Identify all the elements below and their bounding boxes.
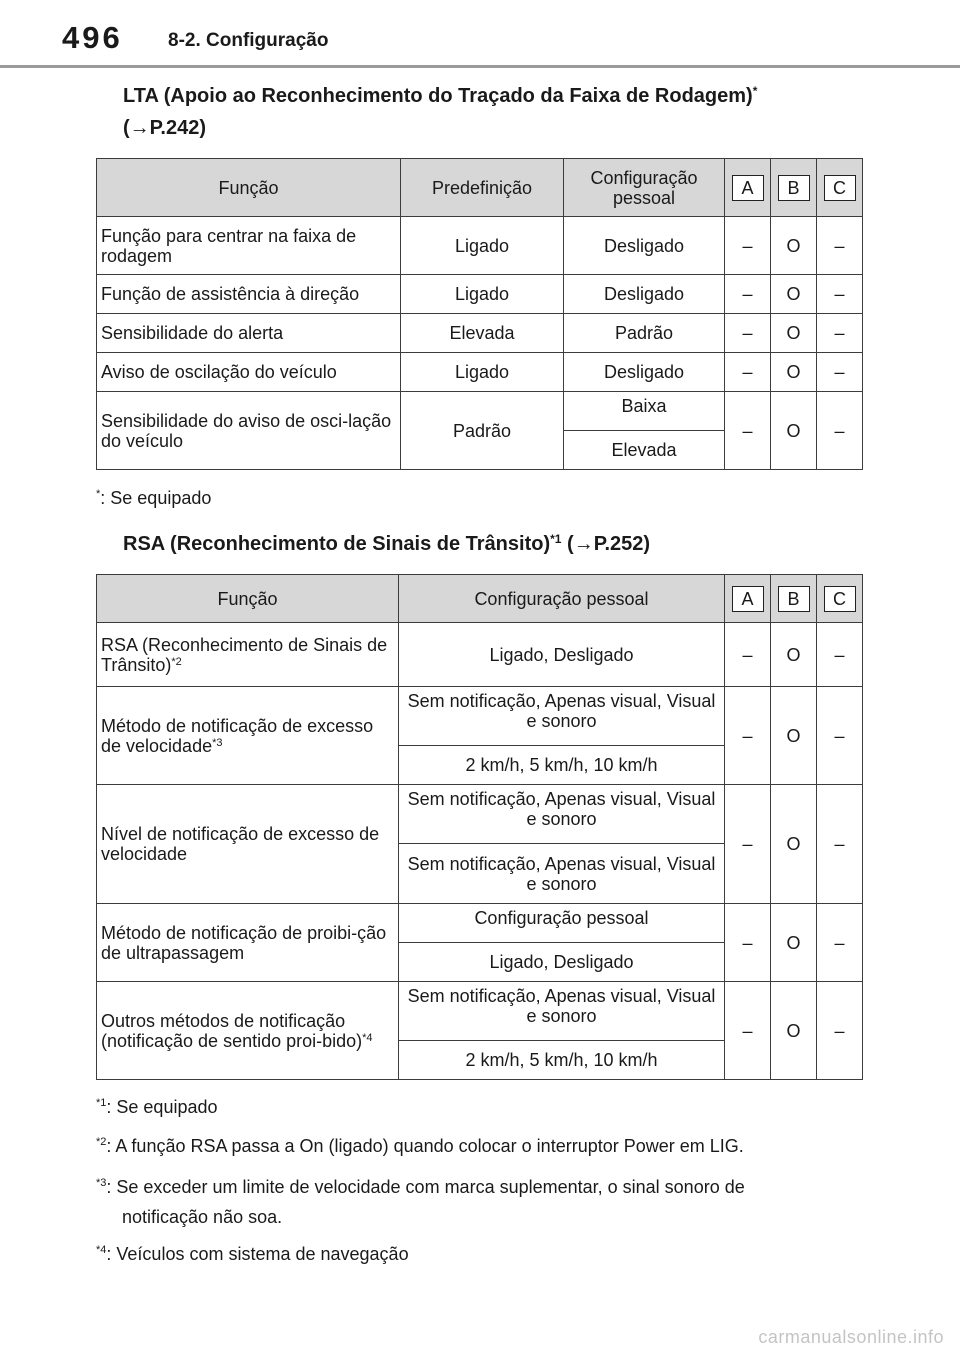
- table-row: [97, 353, 863, 392]
- function-cell: Função de assistência à direção: [97, 275, 401, 314]
- watermark: carmanualsonline.info: [758, 1327, 944, 1347]
- a-cell: –: [725, 314, 771, 353]
- footnote-ref: *4: [362, 1031, 373, 1044]
- lta-heading: [123, 80, 757, 144]
- custom-cell: Ligado, Desligado: [399, 623, 725, 687]
- custom-cell: Desligado: [564, 353, 725, 392]
- function-cell: [97, 982, 399, 1080]
- table-row: [97, 904, 863, 943]
- function-cell: [97, 623, 399, 687]
- lta-table: [96, 158, 863, 470]
- function-text: Outros métodos de notificação (notificação de sentido proi-bido): [101, 1010, 363, 1051]
- custom-cell: Sem notificação, Apenas visual, Visual e sonoro: [399, 785, 725, 844]
- c-cell: –: [817, 904, 863, 982]
- custom-cell: Desligado: [564, 217, 725, 275]
- custom-cell: Elevada: [564, 431, 725, 470]
- c-cell: –: [817, 314, 863, 353]
- rsa-footnote-4: [96, 1239, 409, 1269]
- table-row: [97, 687, 863, 746]
- custom-cell: Desligado: [564, 275, 725, 314]
- rsa-table: [96, 574, 863, 1080]
- custom-cell: Sem notificação, Apenas visual, Visual e sonoro: [399, 687, 725, 746]
- a-cell: –: [725, 623, 771, 687]
- custom-cell: 2 km/h, 5 km/h, 10 km/h: [399, 1041, 725, 1080]
- table-row: [97, 314, 863, 353]
- c-cell: –: [817, 392, 863, 470]
- b-cell: O: [771, 275, 817, 314]
- footnote-text: : Se equipado: [100, 488, 212, 508]
- column-header-b: [771, 575, 817, 623]
- c-cell: –: [817, 982, 863, 1080]
- custom-cell: Sem notificação, Apenas visual, Visual e sonoro: [399, 982, 725, 1041]
- function-cell: Função para centrar na faixa de rodagem: [97, 217, 401, 275]
- b-cell: O: [771, 353, 817, 392]
- footnote-text: : Veículos com sistema de navegação: [106, 1244, 409, 1264]
- footnote-mark: *: [96, 488, 101, 500]
- table-header-row: [97, 159, 863, 217]
- table-row: [97, 982, 863, 1041]
- column-header: Função: [97, 575, 399, 623]
- a-cell: –: [725, 687, 771, 785]
- letter-box: A: [732, 586, 764, 612]
- lta-title: LTA (Apoio ao Reconhecimento do Traçado da Faixa de Rodagem): [123, 85, 753, 107]
- a-cell: –: [725, 353, 771, 392]
- letter-box: A: [732, 175, 764, 201]
- function-cell: Aviso de oscilação do veículo: [97, 353, 401, 392]
- rsa-reference: (→P.252): [567, 533, 651, 555]
- table-row: [97, 275, 863, 314]
- function-text: RSA (Reconhecimento de Sinais de Trânsito): [101, 634, 388, 675]
- lta-reference: (→P.242): [123, 117, 207, 139]
- c-cell: –: [817, 785, 863, 904]
- page-number: 496: [62, 20, 123, 55]
- b-cell: O: [771, 904, 817, 982]
- default-cell: Ligado: [401, 217, 564, 275]
- custom-cell: Padrão: [564, 314, 725, 353]
- function-cell: Sensibilidade do alerta: [97, 314, 401, 353]
- footnote-mark: *1: [96, 1097, 107, 1109]
- column-header: Predefinição: [401, 159, 564, 217]
- b-cell: O: [771, 785, 817, 904]
- default-cell: Ligado: [401, 353, 564, 392]
- table-row: [97, 623, 863, 687]
- a-cell: –: [725, 275, 771, 314]
- default-cell: Padrão: [401, 392, 564, 470]
- a-cell: –: [725, 982, 771, 1080]
- footnote-mark: *3: [96, 1177, 107, 1189]
- b-cell: O: [771, 623, 817, 687]
- c-cell: –: [817, 623, 863, 687]
- b-cell: O: [771, 314, 817, 353]
- column-header: Configuração pessoal: [564, 159, 725, 217]
- letter-box: C: [824, 586, 856, 612]
- a-cell: –: [725, 904, 771, 982]
- function-text: Método de notificação de excesso de velocidade: [101, 715, 374, 756]
- lta-footnote: [96, 483, 211, 513]
- column-header-a: [725, 575, 771, 623]
- rsa-title: RSA (Reconhecimento de Sinais de Trânsito): [123, 533, 551, 555]
- column-header-b: [771, 159, 817, 217]
- c-cell: –: [817, 217, 863, 275]
- letter-box: C: [824, 175, 856, 201]
- lta-title-mark: *: [752, 84, 758, 98]
- letter-box: B: [778, 175, 810, 201]
- default-cell: Elevada: [401, 314, 564, 353]
- rsa-footnote-3: [96, 1172, 745, 1232]
- custom-cell: Baixa: [564, 392, 725, 431]
- custom-cell: 2 km/h, 5 km/h, 10 km/h: [399, 746, 725, 785]
- header-divider: [0, 65, 960, 68]
- table-row: [97, 217, 863, 275]
- rsa-heading: [123, 528, 650, 560]
- custom-cell: Ligado, Desligado: [399, 943, 725, 982]
- column-header-c: [817, 159, 863, 217]
- footnote-text: : A função RSA passa a On (ligado) quando colocar o interruptor Power em LIG.: [106, 1136, 744, 1156]
- footnote-mark: *4: [96, 1244, 107, 1256]
- c-cell: –: [817, 275, 863, 314]
- function-cell: Método de notificação de proibi-ção de ultrapassagem: [97, 904, 399, 982]
- table-header-row: [97, 575, 863, 623]
- table-row: [97, 785, 863, 844]
- default-cell: Ligado: [401, 275, 564, 314]
- c-cell: –: [817, 353, 863, 392]
- b-cell: O: [771, 217, 817, 275]
- column-header-a: [725, 159, 771, 217]
- footnote-ref: *3: [212, 736, 223, 749]
- b-cell: O: [771, 687, 817, 785]
- b-cell: O: [771, 982, 817, 1080]
- custom-cell: Sem notificação, Apenas visual, Visual e sonoro: [399, 844, 725, 904]
- function-cell: Sensibilidade do aviso de osci-lação do veículo: [97, 392, 401, 470]
- rsa-footnote-1: [96, 1092, 218, 1122]
- function-cell: Nível de notificação de excesso de velocidade: [97, 785, 399, 904]
- a-cell: –: [725, 785, 771, 904]
- footnote-text: : Se exceder um limite de velocidade com marca suplementar, o sinal sonoro de: [106, 1177, 745, 1197]
- table-row: [97, 392, 863, 431]
- section-title: 8-2. Configuração: [168, 30, 329, 51]
- column-header: Função: [97, 159, 401, 217]
- footnote-mark: *2: [96, 1136, 107, 1148]
- letter-box: B: [778, 586, 810, 612]
- function-cell: [97, 687, 399, 785]
- rsa-footnote-2: [96, 1131, 744, 1161]
- column-header: Configuração pessoal: [399, 575, 725, 623]
- column-header-c: [817, 575, 863, 623]
- footnote-text: : Se equipado: [106, 1097, 218, 1117]
- footnote-ref: *2: [171, 655, 182, 668]
- a-cell: –: [725, 217, 771, 275]
- a-cell: –: [725, 392, 771, 470]
- custom-cell: Configuração pessoal: [399, 904, 725, 943]
- b-cell: O: [771, 392, 817, 470]
- footnote-continuation: notificação não soa.: [122, 1207, 283, 1227]
- rsa-title-mark: *1: [550, 532, 562, 546]
- c-cell: –: [817, 687, 863, 785]
